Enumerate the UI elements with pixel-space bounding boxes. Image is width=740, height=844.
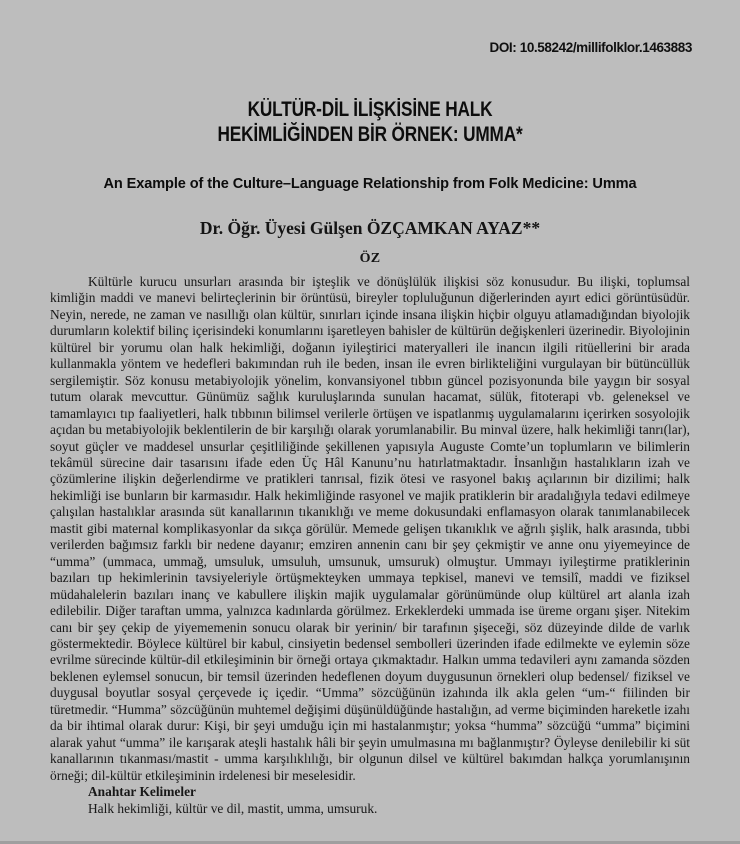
abstract-text: Kültürle kurucu unsurları arasında bir işteşlik ve dönüşlülük ilişkisi söz konusudur. Bu ilişki, toplumsal kimliğin maddi ve manevi belirteçlerinin bir örüntüsü, bireyler topluluğunun diğerlerinden ayırt edici görüntüsüdür. Neyin, nerede, ne zaman ve nasıllığı olan kültür, sınırları içinde insana ilişkin hiçbir olguyu atlamadığından biyolojik durumların kolektif bilinç içerisindeki konumlarını işaretleyen bahisler de kültürün değişkenleri üzerinedir. Biyolojinin kültürel bir yorumu olan halk hekimliği, doğanın iyileştirici materyalleri ile inancın ilgili ritüellerini bir arada kullanmakla yöntem ve hedefleri bakımından ruh ile beden, insan ile evren birlikteliğini vurgulayan bir bütüncüllük sergilemiştir. Söz konusu metabiyolojik yönelim, konvansiyonel tıbbın güncel pozisyonunda bile yaygın bir sosyal tutum olarak mevcuttur. Günümüz sağlık kuruluşlarında sunulan hacamat, sülük, fitoterapi vb. geleneksel ve tamamlayıcı tıp faaliyetleri, halk tıbbının bilimsel verilerle örtüşen ve ispatlanmış uygulamalarını içerirken sosyolojik açıdan bu metabiyolojik beklentilerin de bir karşılığı olarak yorumlanabilir. Bu minval üzere, halk hekimliği tanrı(lar), soyut güçler ve maddesel unsurlar çeşitliliğinde şekillenen yapısıyla Auguste Comte’un toplumların ve bilimlerin tekâmül sürecine dair tasarısını ifade eden Üç Hâl Kanunu’nu hatırlatmaktadır. İnsanlığın hastalıkların izah ve çözümlerine ilişkin değerlendirme ve pratikleri tanrısal, fizik ötesi ve rasyonel bakış açılarının bir dizilimi; halk hekimliği ise bunların bir karmasıdır. Halk hekimliğinde rasyonel ve majik pratiklerin bir aradalığıyla tedavi edilmeye çalışılan hastalıklar arasında süt kanallarının tıkanıklığı ve meme dokusundaki enflamasyon olarak tanımlanabilecek mastit gibi maternal komplikasyonlar da sıkça görülür. Memede gelişen tıkanıklık ve ağrılı şişlik, halk arasında, tıbbi verilerden bağımsız farklı bir nedene dayanır; emziren annenin canı bir şey çekmiştir ve anne onu yiyemeyince de “umma” (ummaca, ummağ, umsuluk, umsuluh, umsunuk, umsuruk) olmuştur. Ummayı iyileştirme pratiklerinin bazıları tıp hekimlerinin tavsiyeleriyle örtüşmekteyken ummaya tepkisel, manevi ve temsilî, maddi ve fiziksel müdahalelerin bazıları inanç ve kabullere ilişkin majik uygulamalar görünümünde olup kültürel art alanla izah edilebilir. Diğer taraftan umma, yalnızca kadınlarda görülmez. Erkeklerdeki ummada ise üreme organı şişer. Nitekim canı bir şey çekip de yiyememenin sonucu olarak bir yerinin/ bir tarafının şişeceği, söz düzeyinde dilde de varlık göstermektedir. Böylece kültürel bir kabul, cinsiyetin bedensel sembolleri üzerinden ifade edilmekte ve eylemin söze evrilme sürecinde kültür-dil etkileşiminin bir örneği ortaya çıkmaktadır. Halkın umma tedavileri aynı zamanda sözden beklenen eylemsel sonucun, bir temsil üzerinden hedeflenen doyum duygusunun örnekleri olup bedensel/ fiziksel ve duygusal boyutlar sosyal çerçevede iç içedir. “Umma” sözcüğünün izahında ilk akla gelen “um-“ fiilinden bir türetmedir. “Humma” sözcüğünün muhtemel değişimi düşünüldüğünde hastalığın, ad verme biçiminden hareketle izahı da bir ihtimal olarak durur: Kişi, bir şeyi umduğu için mi hastalanmıştır; yoksa “humma” sözcüğü “umma” biçimini alarak yahut “umma” ile karışarak ateşli hastalık hâli bir şeyin umulmasına mı bağlanmıştır? Öyleyse denilebilir ki süt kanallarının tıkanması/mastit - umma karşılıklılığı, bir olgunun dilsel ve kültürel bakımdan halkça yorumlanışının örneği; dil-kültür etkileşiminin irdelenesi bir meselesidir. (50, 274, 690, 783)
article-title-line1: KÜLTÜR-DİL İLİŞKİSİNE HALK (247, 98, 493, 121)
article-title-en: An Example of the Culture–Language Relationship from Folk Medicine: Umma (103, 175, 637, 192)
keywords-heading: Anahtar Kelimeler (88, 784, 196, 800)
author-line: Dr. Öğr. Üyesi Gülşen ÖZÇAMKAN AYAZ** (199, 218, 541, 238)
abstract-section (50, 274, 690, 817)
keywords-text: Halk hekimliği, kültür ve dil, mastit, umma, umsuruk. (88, 800, 378, 816)
article-title-tr (0, 97, 740, 147)
abstract-heading: ÖZ (359, 251, 381, 266)
article-title-line2: HEKİMLİĞİNDEN BİR ÖRNEK: UMMA* (217, 123, 523, 146)
doi-text: DOI: 10.58242/millifolklor.1463883 (489, 40, 692, 55)
